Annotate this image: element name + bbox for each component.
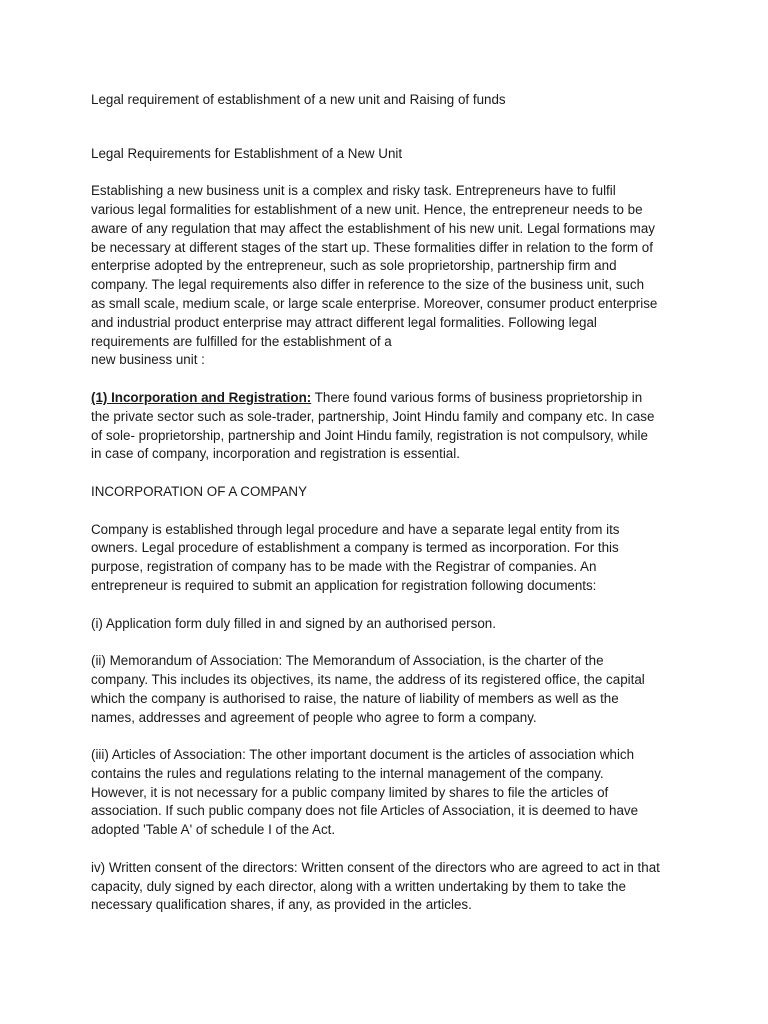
paragraph-line: names, addresses and agreement of people who agree to form a company. bbox=[91, 709, 537, 725]
paragraph-line: entrepreneur is required to submit an application for registration following documents: bbox=[91, 577, 597, 593]
document-body bbox=[91, 91, 681, 915]
list-item-iv bbox=[91, 859, 681, 915]
paragraph-line: iv) Written consent of the directors: Written consent of the directors who are agreed to act in that bbox=[91, 859, 660, 875]
section-heading: Legal Requirements for Establishment of a New Unit bbox=[91, 145, 403, 161]
paragraph-line: the private sector such as sole-trader, partnership, Joint Hindu family and company etc. In case bbox=[91, 408, 655, 424]
paragraph-line: requirements are fulfilled for the establishment of a bbox=[91, 333, 392, 349]
incorporation-heading: (1) Incorporation and Registration: bbox=[91, 389, 312, 405]
paragraph-line bbox=[91, 389, 681, 408]
paragraph-line: Company is established through legal procedure and have a separate legal entity from its bbox=[91, 521, 620, 537]
paragraph-line: enterprise adopted by the entrepreneur, such as sole proprietorship, partnership firm and bbox=[91, 258, 617, 274]
paragraph-line: capacity, duly signed by each director, along with a written undertaking by them to take the bbox=[91, 878, 626, 894]
paragraph-line: be necessary at different stages of the start up. These formalities differ in relation to the form of bbox=[91, 239, 653, 255]
paragraph-text: There found various forms of business proprietorship in bbox=[311, 389, 643, 405]
incorporation-paragraph bbox=[91, 389, 681, 464]
paragraph-line: aware of any regulation that may affect the establishment of his new unit. Legal formations may bbox=[91, 220, 655, 236]
paragraph-line: However, it is not necessary for a public company limited by shares to file the articles of bbox=[91, 784, 609, 800]
list-item-i: (i) Application form duly filled in and signed by an authorised person. bbox=[91, 615, 496, 631]
intro-paragraph bbox=[91, 182, 681, 370]
document-title: Legal requirement of establishment of a new unit and Raising of funds bbox=[91, 92, 506, 107]
paragraph-line: company. This includes its objectives, its name, the address of its registered office, the capital bbox=[91, 671, 645, 687]
paragraph-line: association. If such public company does not file Articles of Association, it is deemed to have bbox=[91, 803, 639, 819]
paragraph-line: necessary qualification shares, if any, as provided in the articles. bbox=[91, 897, 472, 913]
paragraph-line: as small scale, medium scale, or large scale enterprise. Moreover, consumer product enterprise bbox=[91, 295, 658, 311]
paragraph-line: (iii) Articles of Association: The other important document is the articles of association which bbox=[91, 747, 635, 763]
paragraph-line: and industrial product enterprise may attract different legal formalities. Following legal bbox=[91, 314, 597, 330]
list-item-ii bbox=[91, 652, 681, 727]
paragraph-line: various legal formalities for establishment of a new unit. Hence, the entrepreneur needs to be bbox=[91, 201, 643, 217]
paragraph-line: new business unit : bbox=[91, 352, 205, 368]
paragraph-line: Establishing a new business unit is a complex and risky task. Entrepreneurs have to fulfil bbox=[91, 183, 616, 199]
paragraph-line: contains the rules and regulations relating to the internal management of the company. bbox=[91, 765, 604, 781]
paragraph-line: owners. Legal procedure of establishment a company is termed as incorporation. For this bbox=[91, 540, 619, 556]
paragraph-line: company. The legal requirements also differ in reference to the size of the business unit, such bbox=[91, 277, 645, 293]
paragraph-line: in case of company, incorporation and registration is essential. bbox=[91, 446, 460, 462]
company-heading: INCORPORATION OF A COMPANY bbox=[91, 483, 308, 499]
paragraph-line: purpose, registration of company has to be made with the Registrar of companies. An bbox=[91, 559, 597, 575]
list-item-iii bbox=[91, 746, 681, 840]
paragraph-line: (ii) Memorandum of Association: The Memorandum of Association, is the charter of the bbox=[91, 653, 604, 669]
paragraph-line: which the company is authorised to raise, the nature of liability of members as well as the bbox=[91, 690, 619, 706]
company-paragraph bbox=[91, 521, 681, 596]
paragraph-line: adopted 'Table A' of schedule I of the Act. bbox=[91, 822, 336, 838]
paragraph-line: of sole- proprietorship, partnership and Joint Hindu family, registration is not compulsory, while bbox=[91, 427, 648, 443]
